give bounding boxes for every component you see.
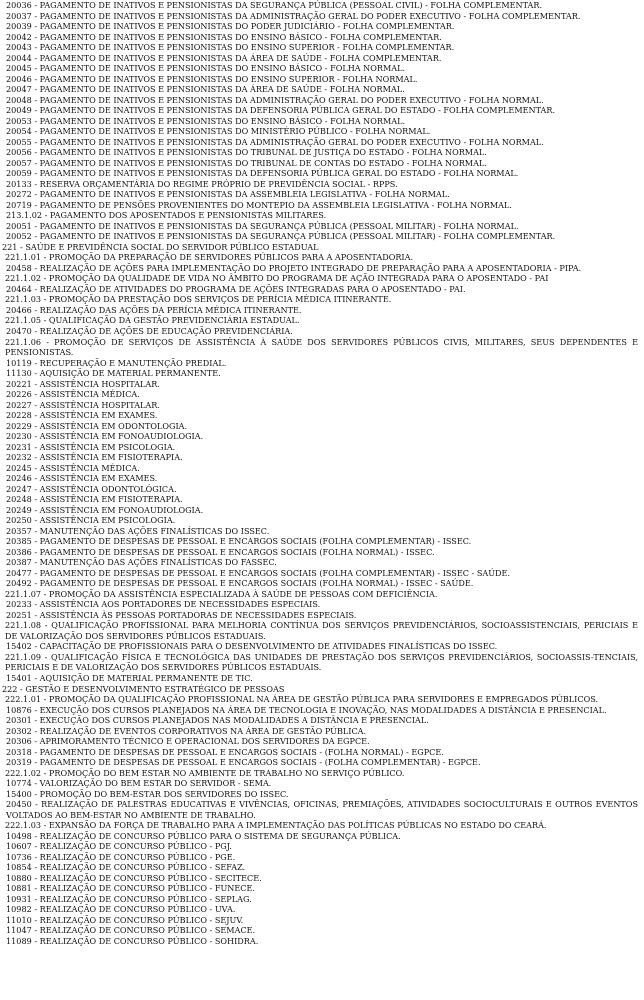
action-entry: 20245 - ASSISTÊNCIA MÉDICA. (6, 462, 140, 473)
action-entry: 20464 - REALIZAÇÃO DE ATIVIDADES DO PROGRAMA DE AÇÕES INTEGRADAS PARA O APOSENTADO - PAI. (6, 283, 466, 294)
action-entry: 20357 - MANUTENÇÃO DAS AÇÕES FINALÍSTICAS DO ISSEC. (6, 525, 270, 536)
action-entry: 20133 - RESERVA ORÇAMENTÁRIA DO REGIME PRÓPRIO DE PREVIDÊNCIA SOCIAL - RPPS. (6, 178, 398, 189)
action-entry: 10774 - VALORIZAÇÃO DO BEM ESTAR DO SERVIDOR - SEMA. (6, 778, 272, 789)
action-entry: 20246 - ASSISTÊNCIA EM EXAMES. (6, 473, 158, 484)
action-entry: 20248 - ASSISTÊNCIA EM FISIOTERAPIA. (6, 494, 183, 505)
objective-entry: 221.1.07 - PROMOÇÃO DA ASSISTÊNCIA ESPECIALIZADA À SAÚDE DE PESSOAS COM DEFICIÊNCIA. (5, 588, 438, 599)
action-entry: 20302 - REALIZAÇÃO DE EVENTOS CORPORATIVOS NA ÁREA DE GESTÃO PÚBLICA. (6, 725, 367, 736)
action-entry: 11010 - REALIZAÇÃO DE CONCURSO PÚBLICO - SEJUV. (6, 914, 244, 925)
action-entry: 20477 - PAGAMENTO DE DESPESAS DE PESSOAL E ENCARGOS SOCIAIS (FOLHA COMPLEMENTAR) - ISSEC - SAÚDE. (6, 567, 511, 578)
action-entry: 10498 - REALIZAÇÃO DE CONCURSO PÚBLICO PARA O SISTEMA DE SEGURANÇA PÚBLICA. (6, 830, 401, 841)
objective-entry: 221.1.02 - PROMOÇÃO DA QUALIDADE DE VIDA NO ÂMBITO DO PROGRAMA DE AÇÃO INTEGRADA PARA O APOSENTADO - PAI (5, 273, 549, 284)
action-entry: 11089 - REALIZAÇÃO DE CONCURSO PÚBLICO - SOHIDRA. (6, 935, 259, 946)
objective-entry: 222.1.03 - EXPANSÃO DA FORÇA DE TRABALHO PARA A IMPLEMENTAÇÃO DAS POLÍTICAS PÚBLICAS NO ESTADO DO CEARÁ. (5, 820, 547, 831)
action-entry: 20047 - PAGAMENTO DE INATIVOS E PENSIONISTAS DA ÁREA DE SAÚDE - FOLHA NORMAL. (6, 84, 405, 95)
action-entry: 20052 - PAGAMENTO DE INATIVOS E PENSIONISTAS DA SEGURANÇA PÚBLICA (PESSOAL MILITAR) - FOLHA COMPLEMENTAR. (6, 231, 556, 242)
action-entry: 20054 - PAGAMENTO DE INATIVOS E PENSIONISTAS DO MINISTÉRIO PÚBLICO - FOLHA NORMAL. (6, 126, 431, 137)
action-entry: 20055 - PAGAMENTO DE INATIVOS E PENSIONISTAS DA ADMINISTRAÇÃO GERAL DO PODER EXECUTIVO - FOLHA NORMAL. (6, 136, 544, 147)
program-heading: 221 - SAÚDE E PREVIDÊNCIA SOCIAL DO SERVIDOR PÚBLICO ESTADUAL (2, 241, 319, 252)
action-entry: 20226 - ASSISTÊNCIA MÉDICA. (6, 389, 140, 400)
action-entry: 20385 - PAGAMENTO DE DESPESAS DE PESSOAL E ENCARGOS SOCIAIS (FOLHA COMPLEMENTAR) - ISSEC. (6, 536, 472, 547)
objective-entry: 221.1.01 - PROMOÇÃO DA PREPARAÇÃO DE SERVIDORES PÚBLICOS PARA A APOSENTADORIA. (5, 252, 414, 263)
action-entry: 20051 - PAGAMENTO DE INATIVOS E PENSIONISTAS DA SEGURANÇA PÚBLICA (PESSOAL MILITAR) - FOLHA NORMAL. (6, 220, 519, 231)
action-entry: 20272 - PAGAMENTO DE INATIVOS E PENSIONISTAS DA ASSEMBLEIA LEGISLATIVA - FOLHA NORMAL. (6, 189, 450, 200)
program-heading: 222 - GESTÃO E DESENVOLVIMENTO ESTRATÉGICO DE PESSOAS (2, 683, 285, 694)
action-entry: 20227 - ASSISTÊNCIA HOSPITALAR. (6, 399, 160, 410)
action-entry: 20228 - ASSISTÊNCIA EM EXAMES. (6, 410, 158, 421)
objective-entry: 221.1.03 - PROMOÇÃO DA PRESTAÇÃO DOS SERVIÇOS DE PERÍCIA MÉDICA ITINERANTE. (5, 294, 392, 305)
action-entry: 15401 - AQUISIÇÃO DE MATERIAL PERMANENTE DE TIC. (6, 673, 253, 683)
action-entry: 10854 - REALIZAÇÃO DE CONCURSO PÚBLICO - SEFAZ. (6, 862, 246, 873)
action-entry: 20233 - ASSISTÊNCIA AOS PORTADORES DE NECESSIDADES ESPECIAIS. (6, 599, 321, 610)
action-entry: 20048 - PAGAMENTO DE INATIVOS E PENSIONISTAS DA ADMINISTRAÇÃO GERAL DO PODER EXECUTIVO - FOLHA NORMAL. (6, 94, 544, 105)
action-entry: 20301 - EXECUÇÃO DOS CURSOS PLANEJADOS NAS MODALIDADES A DISTÂNCIA E PRESENCIAL. (6, 715, 429, 726)
action-entry: 20049 - PAGAMENTO DE INATIVOS E PENSIONISTAS DA DEFENSORIA PÚBLICA GERAL DO ESTADO - FOLHA COMPLEMENTAR. (6, 105, 556, 116)
action-entry: 20221 - ASSISTÊNCIA HOSPITALAR. (6, 378, 160, 389)
action-entry: 20053 - PAGAMENTO DE INATIVOS E PENSIONISTAS DO ENSINO BÁSICO - FOLHA NORMAL. (6, 115, 406, 126)
action-entry: 20249 - ASSISTÊNCIA EM FONOAUDIOLOGIA. (6, 504, 204, 515)
action-entry: 10881 - REALIZAÇÃO DE CONCURSO PÚBLICO - FUNECE. (6, 883, 255, 894)
action-entry: 20251 - ASSISTÊNCIA ÀS PESSOAS PORTADORAS DE NECESSIDADES ESPECIAIS. (6, 609, 357, 620)
objective-entry: 221.1.08 - QUALIFICAÇÃO PROFISSIONAL PARA MELHORIA CONTÍNUA DOS SERVIÇOS PREVIDENCIÁRIOS, SOCIOASSISTENCIAIS, PERICIAIS E DE VALORIZAÇÃO DOS SERVIDORES PÚBLICOS ESTADUAIS. (5, 620, 638, 641)
action-entry: 11047 - REALIZAÇÃO DE CONCURSO PÚBLICO - SEMACE. (6, 925, 256, 936)
action-entry: 20043 - PAGAMENTO DE INATIVOS E PENSIONISTAS DO ENSINO SUPERIOR - FOLHA COMPLEMENTAR. (6, 42, 455, 53)
action-entry: 20036 - PAGAMENTO DE INATIVOS E PENSIONISTAS DA SEGURANÇA PÚBLICA (PESSOAL CIVIL) - FOLHA COMPLEMENTAR. (6, 0, 543, 10)
action-entry: 20057 - PAGAMENTO DE INATIVOS E PENSIONISTAS DO TRIBUNAL DE CONTAS DO ESTADO - FOLHA NORMAL. (6, 157, 487, 168)
action-entry: 15402 - CAPACITAÇÃO DE PROFISSIONAIS PARA O DESENVOLVIMENTO DE ATIVIDADES FINALÍSTICAS DO ISSEC. (6, 641, 498, 652)
action-entry: 20250 - ASSISTÊNCIA EM PSICOLOGIA. (6, 515, 176, 526)
action-entry: 20719 - PAGAMENTO DE PENSÕES PROVENIENTES DO MONTEPIO DA ASSEMBLEIA LEGISLATIVA - FOLHA NORMAL. (6, 199, 512, 210)
action-entry: 10876 - EXECUÇÃO DOS CURSOS PLANEJADOS NA ÁREA DE TECNOLOGIA E INOVAÇÃO, NAS MODALIDADES A DISTÂNCIA E PRESENCIAL. (6, 704, 607, 715)
action-entry: 10736 - REALIZAÇÃO DE CONCURSO PÚBLICO - PGE. (6, 851, 236, 862)
action-entry: 15400 - PROMOÇÃO DO BEM-ESTAR DOS SERVIDORES DO ISSEC. (6, 788, 289, 799)
action-entry: 20318 - PAGAMENTO DE DESPESAS DE PESSOAL E ENCARGOS SOCIAIS - (FOLHA NORMAL) - EGPCE. (6, 746, 444, 757)
action-entry: 20059 - PAGAMENTO DE INATIVOS E PENSIONISTAS DA DEFENSORIA PÚBLICA GERAL DO ESTADO - FOLHA NORMAL. (6, 168, 519, 179)
action-entry: 10982 - REALIZAÇÃO DE CONCURSO PÚBLICO - UVA. (6, 904, 236, 915)
action-entry: 20458 - REALIZAÇÃO DE AÇÕES PARA IMPLEMENTAÇÃO DO PROJETO INTEGRADO DE PREPARAÇÃO PARA A APOSENTADORIA - PIPA. (6, 262, 582, 273)
action-entry: 20230 - ASSISTÊNCIA EM FONOAUDIOLOGIA. (6, 431, 204, 442)
action-entry: 10119 - RECUPERAÇÃO E MANUTENÇÃO PREDIAL. (6, 357, 227, 368)
action-entry: 20039 - PAGAMENTO DE INATIVOS E PENSIONISTAS DO PODER JUDICIÁRIO - FOLHA COMPLEMENTAR. (6, 21, 455, 32)
action-entry: 20470 - REALIZAÇÃO DE AÇÕES DE EDUCAÇÃO PREVIDENCIÁRIA. (6, 325, 293, 336)
objective-entry: 221.1.05 - QUALIFICAÇÃO DA GESTÃO PREVIDENCIÁRIA ESTADUAL. (5, 315, 300, 326)
action-entry: 20042 - PAGAMENTO DE INATIVOS E PENSIONISTAS DO ENSINO BÁSICO - FOLHA COMPLEMENTAR. (6, 31, 442, 42)
action-entry: 20387 - MANUTENÇÃO DAS AÇÕES FINALÍSTICAS DO FASSEC. (6, 557, 277, 568)
action-entry: 20450 - REALIZAÇÃO DE PALESTRAS EDUCATIVAS E VIVÊNCIAS, OFICINAS, PREMIAÇÕES, ATIVIDADES SOCIOCULTURAIS E OUTROS EVENTOS VOLTADOS AO BEM-ESTAR NO AMBIENTE DE TRABALHO. (6, 799, 638, 820)
action-entry: 20386 - PAGAMENTO DE DESPESAS DE PESSOAL E ENCARGOS SOCIAIS (FOLHA NORMAL) - ISSEC. (6, 546, 435, 557)
action-entry: 20229 - ASSISTÊNCIA EM ODONTOLOGIA. (6, 420, 188, 431)
action-entry: 20046 - PAGAMENTO DE INATIVOS E PENSIONISTAS DO ENSINO SUPERIOR - FOLHA NORMAL. (6, 73, 418, 84)
objective-entry: 221.1.06 - PROMOÇÃO DE SERVIÇOS DE ASSISTÊNCIA À SAÚDE DOS SERVIDORES PÚBLICOS CIVIS, MILITARES, SEUS DEPENDENTES E PENSIONISTAS. (5, 336, 638, 358)
action-entry: 10931 - REALIZAÇÃO DE CONCURSO PÚBLICO - SEPLAG. (6, 893, 252, 904)
action-entry: 10880 - REALIZAÇÃO DE CONCURSO PÚBLICO - SECITECE. (6, 872, 262, 883)
action-entry: 20044 - PAGAMENTO DE INATIVOS E PENSIONISTAS DA ÁREA DE SAÚDE - FOLHA COMPLEMENTAR. (6, 52, 442, 63)
action-entry: 20045 - PAGAMENTO DE INATIVOS E PENSIONISTAS DO ENSINO BÁSICO - FOLHA NORMAL. (6, 63, 406, 74)
objective-entry: 222.1.02 - PROMOÇÃO DO BEM ESTAR NO AMBIENTE DE TRABALHO NO SERVIÇO PÚBLICO. (5, 767, 405, 778)
action-entry: 20466 - REALIZAÇÃO DAS AÇÕES DA PERÍCIA MÉDICA ITINERANTE. (6, 304, 302, 315)
objective-entry: 222.1.01 - PROMOÇÃO DA QUALIFICAÇÃO PROFISSIONAL NA ÁREA DE GESTÃO PÚBLICA PARA SERVIDORES E EMPREGADOS PÚBLICOS. (5, 694, 599, 705)
action-entry: 213.1.02 - PAGAMENTO DOS APOSENTADOS E PENSIONISTAS MILITARES. (6, 210, 327, 221)
action-entry: 11130 - AQUISIÇÃO DE MATERIAL PERMANENTE. (6, 368, 221, 379)
action-entry: 20037 - PAGAMENTO DE INATIVOS E PENSIONISTAS DA ADMINISTRAÇÃO GERAL DO PODER EXECUTIVO - FOLHA COMPLEMENTAR. (6, 10, 581, 21)
action-entry: 20319 - PAGAMENTO DE DESPESAS DE PESSOAL E ENCARGOS SOCIAIS - (FOLHA COMPLEMENTAR) - EGPCE. (6, 757, 481, 768)
action-entry: 20232 - ASSISTÊNCIA EM FISIOTERAPIA. (6, 452, 183, 463)
action-entry: 20306 - APRIMORAMENTO TÉCNICO E OPERACIONAL DOS SERVIDORES DA EGPCE. (6, 736, 370, 747)
action-entry: 20247 - ASSISTÊNCIA ODONTOLÓGICA. (6, 483, 177, 494)
action-entry: 10607 - REALIZAÇÃO DE CONCURSO PÚBLICO - PGJ. (6, 841, 232, 852)
action-entry: 20231 - ASSISTÊNCIA EM PSICOLOGIA. (6, 441, 176, 452)
action-entry: 20492 - PAGAMENTO DE DESPESAS DE PESSOAL E ENCARGOS SOCIAIS (FOLHA NORMAL) - ISSEC - SAÚDE. (6, 578, 474, 589)
objective-entry: 221.1.09 - QUALIFICAÇÃO FÍSICA E TECNOLÓGICA DAS UNIDADES DE PRESTAÇÃO DOS SERVIÇOS PREVIDENCIÁRIOS, SOCIOASSIS-TENCIAIS, PERICIAIS E DE VALORIZAÇÃO DOS SERVIDORES PÚBLICOS ESTADUAIS. (5, 651, 638, 673)
action-entry: 20056 - PAGAMENTO DE INATIVOS E PENSIONISTAS DO TRIBUNAL DE JUSTIÇA DO ESTADO - FOLHA NORMAL. (6, 147, 487, 158)
